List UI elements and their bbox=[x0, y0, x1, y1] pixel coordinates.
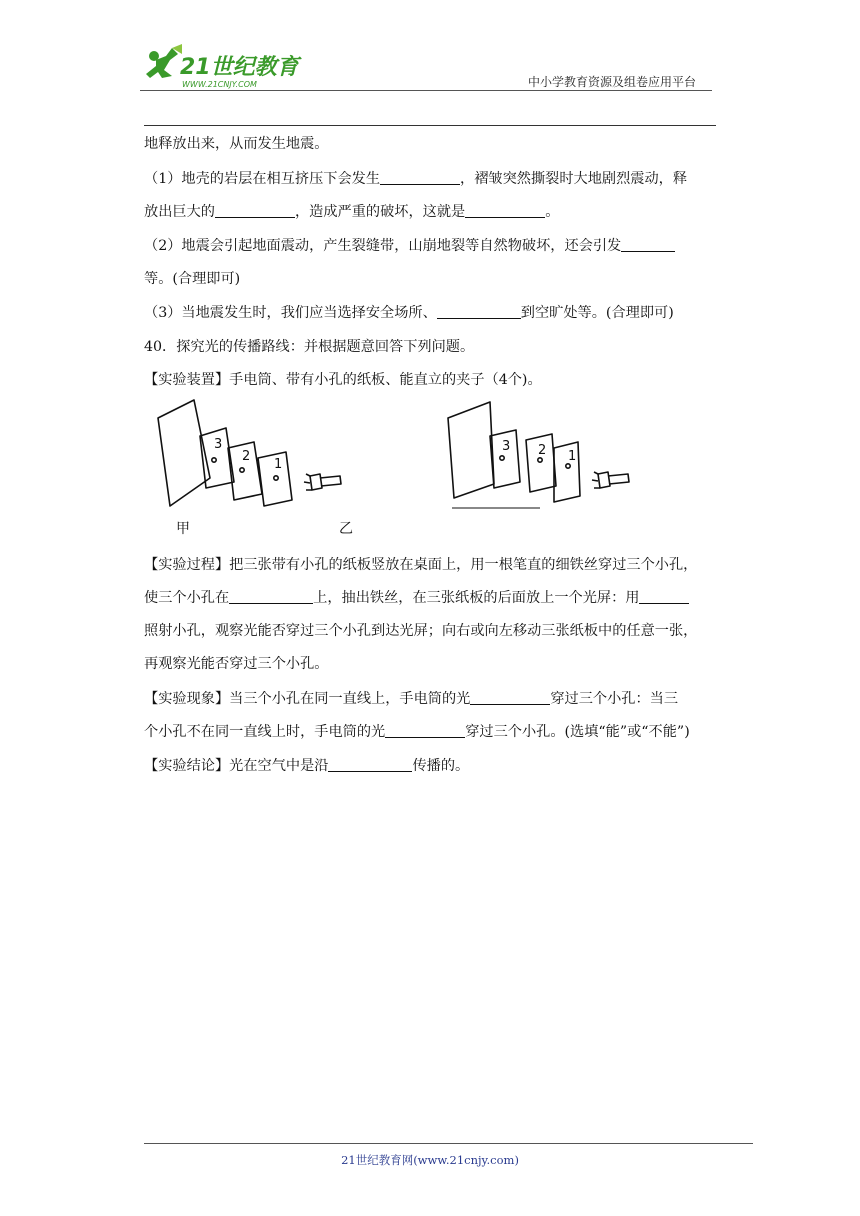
figure-label-yi: 乙 bbox=[339, 521, 353, 537]
answer-blank[interactable] bbox=[621, 237, 675, 252]
flashlight-icon bbox=[304, 474, 341, 490]
q3-line: （3）当地震发生时，我们应当选择安全场所、 到空旷处等。(合理即可) bbox=[144, 305, 674, 321]
answer-blank[interactable] bbox=[229, 589, 313, 604]
footer-link[interactable]: 21世纪教育网(www.21cnjy.com) bbox=[341, 1153, 519, 1167]
runner-icon bbox=[146, 44, 182, 78]
logo-text: 21世纪教育 bbox=[180, 55, 299, 80]
answer-blank[interactable] bbox=[465, 203, 545, 218]
content-divider bbox=[144, 125, 716, 126]
q2-line-1: （2）地震会引起地面震动，产生裂缝带，山崩地裂等自然物破坏，还会引发 bbox=[144, 237, 716, 255]
answer-blank[interactable] bbox=[215, 203, 295, 218]
phenomenon-line-1: 【实验现象】当三个小孔在同一直线上，手电筒的光 穿过三个小孔：当三 bbox=[144, 691, 679, 707]
q1-line-2: 放出巨大的 ，造成严重的破坏，这就是 。 bbox=[144, 204, 560, 220]
q40-apparatus: 【实验装置】手电筒、带有小孔的纸板、能直立的夹子（4个)。 bbox=[144, 372, 542, 388]
figure-label-jia: 甲 bbox=[176, 521, 190, 537]
footer-divider bbox=[144, 1143, 753, 1144]
answer-blank[interactable] bbox=[437, 304, 521, 319]
card-number: 3 bbox=[502, 439, 511, 454]
site-logo bbox=[142, 44, 312, 90]
answer-blank[interactable] bbox=[470, 690, 550, 705]
light-screen bbox=[448, 402, 494, 498]
q1-line-1: （1）地壳的岩层在相互挤压下会发生 ，褶皱突然撕裂时大地剧烈震动，释 bbox=[144, 171, 688, 187]
card-number: 2 bbox=[242, 449, 251, 464]
header-platform-text: 中小学教育资源及组卷应用平台 bbox=[528, 75, 697, 89]
q2-line-2: 等。(合理即可) bbox=[144, 271, 241, 287]
card-number: 2 bbox=[538, 443, 547, 458]
card-number: 1 bbox=[568, 449, 577, 464]
procedure-line-4: 再观察光能否穿过三个小孔。 bbox=[144, 656, 329, 672]
answer-blank[interactable] bbox=[328, 757, 412, 772]
conclusion-line: 【实验结论】光在空气中是沿 传播的。 bbox=[144, 758, 470, 774]
procedure-line-1: 【实验过程】把三张带有小孔的纸板竖放在桌面上，用一根笔直的细铁丝穿过三个小孔， bbox=[144, 557, 698, 573]
experiment-figure bbox=[150, 396, 710, 518]
procedure-line-3: 照射小孔，观察光能否穿过三个小孔到达光屏；向右或向左移动三张纸板中的任意一张， bbox=[144, 623, 698, 639]
header-divider bbox=[140, 90, 712, 91]
q40-title: 40．探究光的传播路线：并根据题意回答下列问题。 bbox=[144, 339, 475, 355]
paragraph-line: 地释放出来，从而发生地震。 bbox=[144, 136, 329, 152]
card-number: 1 bbox=[274, 457, 283, 472]
logo-url: WWW.21CNJY.COM bbox=[182, 80, 257, 89]
answer-blank[interactable] bbox=[380, 170, 460, 185]
phenomenon-line-2: 个小孔不在同一直线上时，手电筒的光 穿过三个小孔。(选填“能”或“不能”) bbox=[144, 724, 690, 740]
procedure-line-2: 使三个小孔在 上，抽出铁丝，在三张纸板的后面放上一个光屏：用 bbox=[144, 589, 716, 607]
answer-blank[interactable] bbox=[639, 589, 689, 604]
flashlight-icon bbox=[592, 472, 629, 488]
answer-blank[interactable] bbox=[385, 723, 465, 738]
card-number: 3 bbox=[214, 437, 223, 452]
